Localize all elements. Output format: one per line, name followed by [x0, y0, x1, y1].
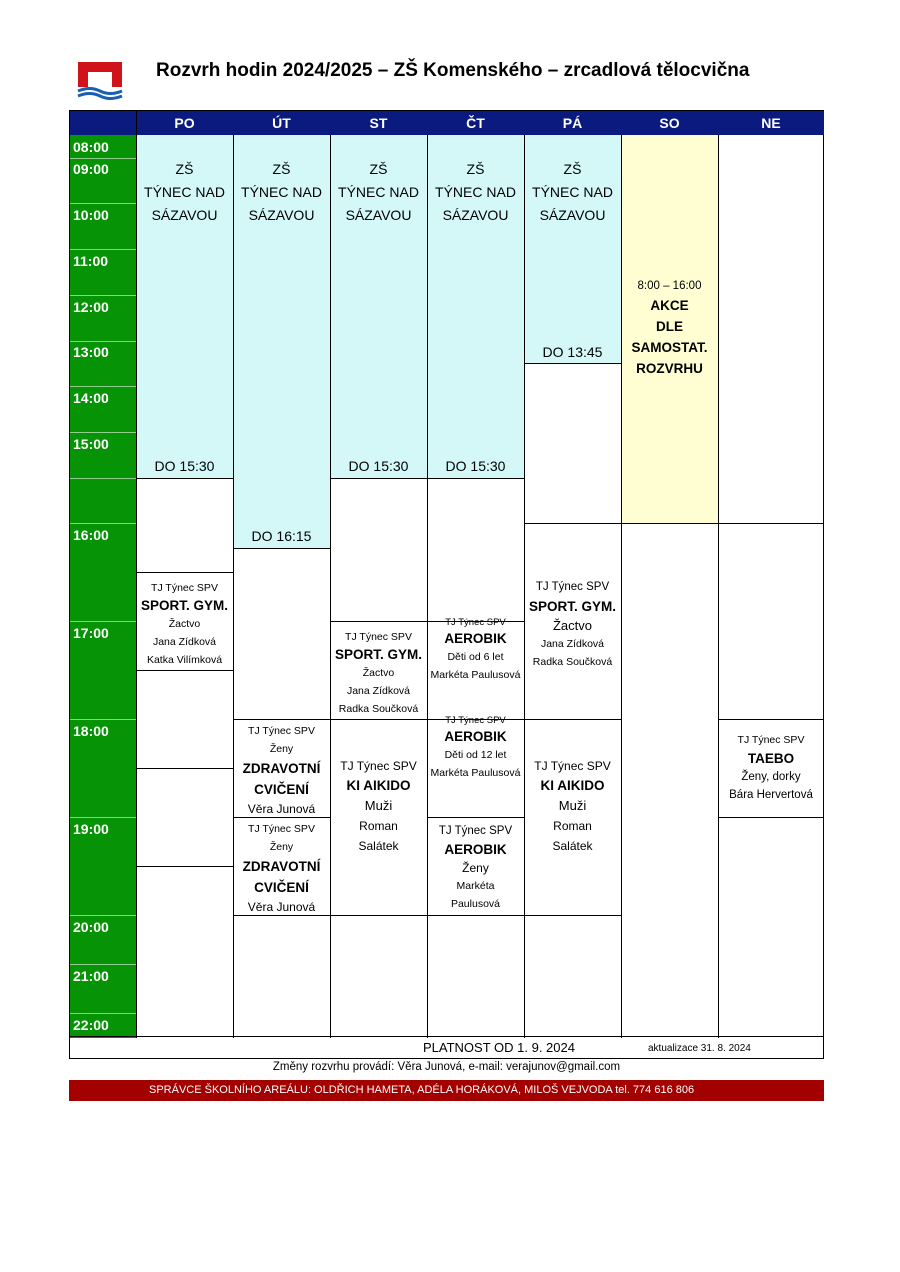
header-corner — [70, 111, 136, 135]
school-end-ct: DO 15:30 — [445, 458, 506, 474]
admin-bar: SPRÁVCE ŠKOLNÍHO AREÁLU: OLDŘICH HAMETA, ADÉLA HORÁKOVÁ, MILOŠ VEJVODA tel. 774 616 806 — [69, 1080, 824, 1101]
time-label: 19:00 — [73, 821, 109, 837]
header-day-ct: ČT — [427, 111, 524, 135]
time-label: 15:00 — [73, 436, 109, 452]
time-label: 17:00 — [73, 625, 109, 641]
school-text-pa: ZŠ TÝNEC NAD SÁZAVOU — [532, 161, 613, 223]
timetable — [69, 110, 824, 1037]
page-title: Rozvrh hodin 2024/2025 – ZŠ Komenského – zrcadlová tělocvična — [156, 60, 750, 81]
time-label: 14:00 — [73, 390, 109, 406]
time-label: 11:00 — [73, 253, 109, 269]
header-day-pa: PÁ — [524, 111, 621, 135]
school-text-st: ZŠ TÝNEC NAD SÁZAVOU — [338, 161, 419, 223]
logo-icon — [76, 60, 124, 100]
school-end-po: DO 15:30 — [154, 458, 215, 474]
time-label: 10:00 — [73, 207, 109, 223]
time-label: 20:00 — [73, 919, 109, 935]
update-text: aktualizace 31. 8. 2024 — [648, 1043, 751, 1054]
time-label: 08:00 — [73, 139, 109, 155]
event-ct-aerobik-3: TJ Týnec SPV AEROBIK Ženy Markéta Paulusová — [438, 825, 513, 910]
event-po-sport-gym: TJ Týnec SPV SPORT. GYM. Žactvo Jana Zídková Katka Vilímková — [140, 582, 228, 666]
school-end-ut: DO 16:15 — [251, 528, 312, 544]
time-label: 22:00 — [73, 1017, 109, 1033]
event-st-ki-aikido: TJ Týnec SPV KI AIKIDO Muži Roman Salátek — [340, 759, 417, 853]
school-end-pa: DO 13:45 — [542, 344, 603, 360]
validity-row — [69, 1036, 824, 1059]
event-ne-taebo: TJ Týnec SPV TAEBO Ženy, dorky Bára Hervertová — [729, 734, 813, 801]
event-pa-sport-gym: TJ Týnec SPV SPORT. GYM. Žactvo Jana Zídková Radka Součková — [528, 581, 616, 668]
header-day-so: SO — [621, 111, 718, 135]
logo — [76, 60, 124, 100]
time-label: 13:00 — [73, 344, 109, 360]
event-ct-aerobik-2: TJ Týnec SPV AEROBIK Děti od 12 let Markéta Paulusová — [430, 715, 521, 779]
event-ut-zdravotni-2: TJ Týnec SPV Ženy ZDRAVOTNÍ CVIČENÍ Věra Junová — [242, 823, 321, 914]
saturday-event: 8:00 – 16:00 AKCE DLE SAMOSTAT. ROZVRHU — [631, 280, 708, 376]
header-day-st: ST — [330, 111, 427, 135]
event-st-sport-gym: TJ Týnec SPV SPORT. GYM. Žactvo Jana Zídková Radka Součková — [334, 631, 422, 715]
school-text-po: ZŠ TÝNEC NAD SÁZAVOU — [144, 161, 225, 223]
header-day-po: PO — [136, 111, 233, 135]
school-end-st: DO 15:30 — [348, 458, 409, 474]
header-day-ne: NE — [718, 111, 824, 135]
school-text-ct: ZŠ TÝNEC NAD SÁZAVOU — [435, 161, 516, 223]
header-day-ut: ÚT — [233, 111, 330, 135]
validity-text: PLATNOST OD 1. 9. 2024 — [423, 1040, 575, 1055]
time-label: 18:00 — [73, 723, 109, 739]
event-ut-zdravotni-1: TJ Týnec SPV Ženy ZDRAVOTNÍ CVIČENÍ Věra Junová — [242, 725, 321, 816]
time-label: 09:00 — [73, 161, 109, 177]
event-ct-aerobik-1: TJ Týnec SPV AEROBIK Děti od 6 let Markéta Paulusová — [430, 617, 521, 681]
time-column — [70, 135, 136, 1038]
time-label: 12:00 — [73, 299, 109, 315]
event-pa-ki-aikido: TJ Týnec SPV KI AIKIDO Muži Roman Salátek — [534, 759, 611, 853]
time-label: 16:00 — [73, 527, 109, 543]
school-text-ut: ZŠ TÝNEC NAD SÁZAVOU — [241, 161, 322, 223]
time-label: 21:00 — [73, 968, 109, 984]
changes-note: Změny rozvrhu provádí: Věra Junová, e-mail: verajunov@gmail.com — [272, 1061, 621, 1073]
